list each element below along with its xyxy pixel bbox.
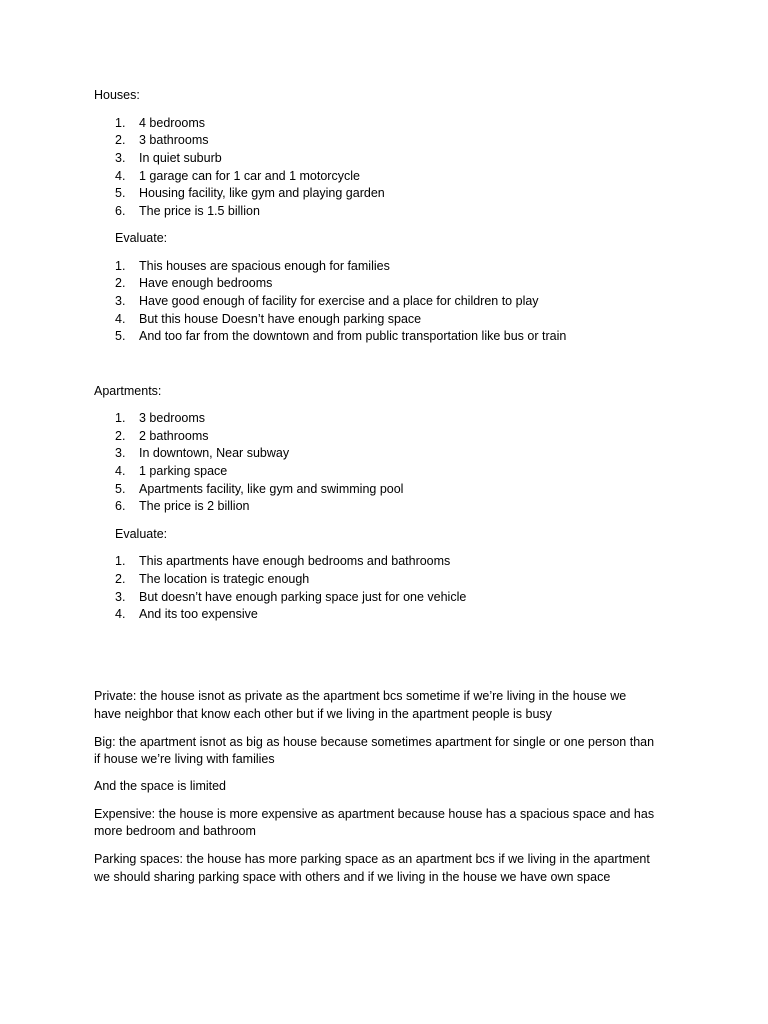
list-item-number: 3. bbox=[115, 151, 126, 165]
list-item-number: 5. bbox=[115, 482, 126, 496]
list-item: Apartments facility, like gym and swimming pool bbox=[139, 482, 404, 496]
list-item-number: 1. bbox=[115, 554, 126, 568]
list-item-number: 4. bbox=[115, 464, 126, 478]
list-item-number: 3. bbox=[115, 446, 126, 460]
paragraph-line: have neighbor that know each other but if we living in the apartment people is busy bbox=[94, 707, 552, 721]
list-item-number: 1. bbox=[115, 411, 126, 425]
list-item-number: 2. bbox=[115, 572, 126, 586]
list-item-number: 5. bbox=[115, 186, 126, 200]
list-item: Housing facility, like gym and playing garden bbox=[139, 186, 385, 200]
houses-heading: Houses: bbox=[94, 88, 140, 102]
list-item: 4 bedrooms bbox=[139, 116, 206, 130]
list-item: And too far from the downtown and from public transportation like bus or train bbox=[139, 329, 567, 343]
paragraph-line: if house we’re living with families bbox=[94, 752, 275, 766]
list-item: In downtown, Near subway bbox=[139, 446, 290, 460]
paragraph-line: more bedroom and bathroom bbox=[94, 824, 256, 838]
list-item: Have enough bedrooms bbox=[139, 276, 273, 290]
list-item: In quiet suburb bbox=[139, 151, 222, 165]
list-item-number: 3. bbox=[115, 294, 126, 308]
list-item: 3 bedrooms bbox=[139, 411, 206, 425]
list-item-number: 2. bbox=[115, 133, 126, 147]
list-item-number: 1. bbox=[115, 259, 126, 273]
list-item-number: 4. bbox=[115, 312, 126, 326]
list-item: And its too expensive bbox=[139, 607, 258, 621]
list-item-number: 2. bbox=[115, 276, 126, 290]
list-item: This houses are spacious enough for families bbox=[139, 259, 390, 273]
list-item: Have good enough of facility for exercise and a place for children to play bbox=[139, 294, 539, 308]
list-item: But doesn’t have enough parking space just for one vehicle bbox=[139, 590, 467, 604]
paragraph-line: Expensive: the house is more expensive as apartment because house has a spacious space and has bbox=[94, 807, 655, 821]
list-item: 2 bathrooms bbox=[139, 429, 209, 443]
paragraph-line: Big: the apartment isnot as big as house because sometimes apartment for single or one person than bbox=[94, 735, 655, 749]
list-item-number: 3. bbox=[115, 590, 126, 604]
list-item-number: 2. bbox=[115, 429, 126, 443]
list-item: This apartments have enough bedrooms and bathrooms bbox=[139, 554, 451, 568]
paragraph-line: Parking spaces: the house has more parking space as an apartment bcs if we living in the apartment bbox=[94, 852, 650, 866]
list-item-number: 4. bbox=[115, 169, 126, 183]
apartments-evaluate-heading: Evaluate: bbox=[115, 527, 168, 541]
apartments-heading: Apartments: bbox=[94, 384, 162, 398]
houses-evaluate-heading: Evaluate: bbox=[115, 231, 168, 245]
paragraph-line: And the space is limited bbox=[94, 779, 227, 793]
list-item: 1 garage can for 1 car and 1 motorcycle bbox=[139, 169, 360, 183]
list-item-number: 5. bbox=[115, 329, 126, 343]
list-item-number: 1. bbox=[115, 116, 126, 130]
list-item-number: 4. bbox=[115, 607, 126, 621]
list-item-number: 6. bbox=[115, 499, 126, 513]
list-item: The price is 1.5 billion bbox=[139, 204, 260, 218]
list-item: But this house Doesn’t have enough parking space bbox=[139, 312, 422, 326]
list-item: 1 parking space bbox=[139, 464, 228, 478]
list-item: The location is trategic enough bbox=[139, 572, 310, 586]
paragraph-line: we should sharing parking space with others and if we living in the house we have own space bbox=[94, 870, 611, 884]
list-item-number: 6. bbox=[115, 204, 126, 218]
paragraph-line: Private: the house isnot as private as the apartment bcs sometime if we’re living in the house we bbox=[94, 689, 627, 703]
list-item: The price is 2 billion bbox=[139, 499, 250, 513]
list-item: 3 bathrooms bbox=[139, 133, 209, 147]
